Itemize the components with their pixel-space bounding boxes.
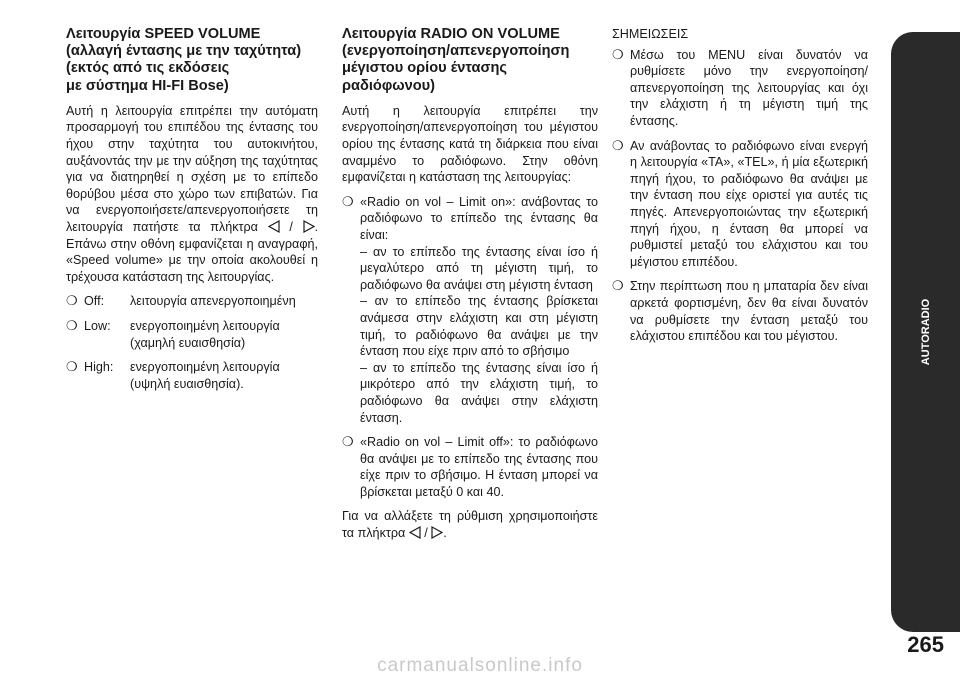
limit-off-item xyxy=(342,434,598,500)
notes-section xyxy=(612,26,868,353)
note-text: Αν ανάβοντας το ραδιόφωνο είναι ενεργή η λειτουργία «TA», «TEL», ή μία εξωτερική πηγή ήχου, το ραδιόφωνο θα ανάψει με την ένταση που είχε οριστεί για αυτές τις πηγές. Απενεργοποιώντας την εξωτερική πηγή ήχου, η ένταση θα μπορεί να ρυθμιστεί μεταξύ του ελάχιστου και του μέγιστου επιπέδου. xyxy=(630,138,868,269)
option-label: Low: xyxy=(84,318,111,333)
intro-text: . Επάνω στην οθόνη εμφανίζεται η αναγραφή, «Speed volume» με την οποία ακολουθεί η τρέχουσα κατάσταση της λειτουργίας. xyxy=(66,219,319,284)
key-separator: / xyxy=(424,526,428,541)
bullet-icon: ❍ xyxy=(342,193,354,209)
dash-text: – αν το επίπεδο της έντασης είναι ίσο ή μικρότερο από την ελάχιστη τιμή, το ραδιόφωνο θα ανάψει στην ελάχιστη ένταση. xyxy=(360,360,598,425)
note-item xyxy=(612,278,868,344)
triangle-left-icon xyxy=(409,526,421,539)
outro-text: . xyxy=(443,526,447,541)
section-side-tab xyxy=(891,32,960,632)
dash-item xyxy=(360,360,598,426)
side-tab-label: AUTORADIO xyxy=(919,298,932,366)
option-text: ενεργοποιημένη λειτουργία (υψηλή ευαισθησία). xyxy=(130,360,280,391)
option-label: High: xyxy=(84,360,114,375)
bullet-icon: ❍ xyxy=(66,359,78,375)
limit-on-body xyxy=(360,194,598,426)
intro-text: Αυτή η λειτουργία επιτρέπει την αυτόματη προσαρμογή του επιπέδου της έντασης του ήχου στην ταχύτητα του αυτοκινήτου, αυξάνοντάς την με την αύξηση της ταχύτητας για να διατηρηθεί η σχέση με το επίπεδο θορύβου μέσα στο χώρο των επιβατών. Για να ενεργοποιήσετε/απενεργοποιήσετε τη λειτουργία πατήστε τα πλήκτρα xyxy=(66,103,318,234)
triangle-left-icon xyxy=(268,220,280,233)
triangle-right-icon xyxy=(303,220,315,233)
bullet-icon: ❍ xyxy=(342,434,354,450)
radio-on-volume-intro: Αυτή η λειτουργία επιτρέπει την ενεργοποίηση/απενεργοποίηση του μέγιστου ορίου της έντασης κατά τη διάρκεια που είναι αναμμένο το ραδιόφωνο. Στην οθόνη εμφανίζεται η κατάσταση της λειτουργίας: xyxy=(342,103,598,185)
option-off xyxy=(66,293,318,310)
bullet-icon: ❍ xyxy=(612,137,624,153)
notes-title: ΣΗΜΕΙΩΣΕΙΣ xyxy=(612,27,689,41)
option-label: Off: xyxy=(84,294,105,309)
bullet-icon: ❍ xyxy=(612,46,624,62)
note-item xyxy=(612,138,868,271)
option-text: λειτουργία απενεργοποιημένη xyxy=(130,294,296,309)
title-line: ραδιόφωνου) xyxy=(342,77,435,94)
limit-on-item xyxy=(342,194,598,426)
radio-on-volume-section xyxy=(342,26,598,550)
watermark: carmanualsonline.info xyxy=(377,655,583,676)
title-line: με σύστημα HI-FI Bose) xyxy=(66,77,229,94)
option-text: ενεργοποιημένη λειτουργία (χαμηλή ευαισθησία) xyxy=(130,318,280,350)
dash-item xyxy=(360,244,598,294)
note-text: Μέσω του MENU είναι δυνατόν να ρυθμίσετε μόνο την ενεργοποίηση/απενεργοποίηση της λειτουργίας και όχι την ελάχιστη ή τη μέγιστη τιμή της έντασης. xyxy=(630,47,868,128)
limit-off-text: «Radio on vol – Limit off»: το ραδιόφωνο θα ανάψει με το επίπεδο της έντασης που είχε πριν το σβήσιμο. Η ένταση μπορεί να βρίσκεται μεταξύ 0 και 40. xyxy=(360,435,598,499)
speed-volume-section xyxy=(66,26,318,400)
title-line: (αλλαγή έντασης με την ταχύτητα) xyxy=(66,43,302,60)
title-line: Λειτουργία SPEED VOLUME xyxy=(66,26,261,42)
radio-on-volume-outro xyxy=(342,508,598,541)
option-high xyxy=(66,359,318,392)
speed-volume-title xyxy=(66,26,318,95)
bullet-icon: ❍ xyxy=(66,293,78,309)
option-low xyxy=(66,318,318,351)
dash-item xyxy=(360,293,598,359)
key-separator: / xyxy=(289,219,293,234)
note-text: Στην περίπτωση που η μπαταρία δεν είναι αρκετά φορτισμένη, δεν θα είναι δυνατόν να ρυθμίσετε την ένταση μεταξύ του ελάχιστου επιπέδου και του μέγιστου. xyxy=(630,279,868,344)
note-item xyxy=(612,47,868,130)
limit-on-text: «Radio on vol – Limit on»: ανάβοντας το ραδιόφωνο το επίπεδο της έντασης θα είναι: xyxy=(360,194,598,242)
bullet-icon: ❍ xyxy=(612,278,624,294)
speed-volume-intro xyxy=(66,103,318,286)
outro-text: Για να αλλάξετε τη ρύθμιση χρησιμοποιήστε τα πλήκτρα xyxy=(342,509,598,541)
dash-text: – αν το επίπεδο της έντασης είναι ίσο ή μεγαλύτερο από τη μέγιστη τιμή, το ραδιόφωνο θα ανάψει στη μέγιστη ένταση xyxy=(360,244,598,292)
dash-text: – αν το επίπεδο της έντασης βρίσκεται ανάμεσα στην ελάχιστη και στη μέγιστη τιμή, το ραδιόφωνο θα ανάψει με την ένταση που είχε πριν από το σβήσιμο xyxy=(360,294,598,359)
bullet-icon: ❍ xyxy=(66,317,78,333)
triangle-right-icon xyxy=(431,526,443,539)
title-line: Λειτουργία RADIO ON VOLUME xyxy=(342,26,560,42)
title-line: (εκτός από τις εκδόσεις xyxy=(66,60,230,77)
page-number: 265 xyxy=(907,632,944,657)
title-line: (ενεργοποίηση/απενεργοποίηση xyxy=(342,43,570,60)
radio-on-volume-title xyxy=(342,26,598,95)
title-line: μέγιστου ορίου έντασης xyxy=(342,60,507,77)
